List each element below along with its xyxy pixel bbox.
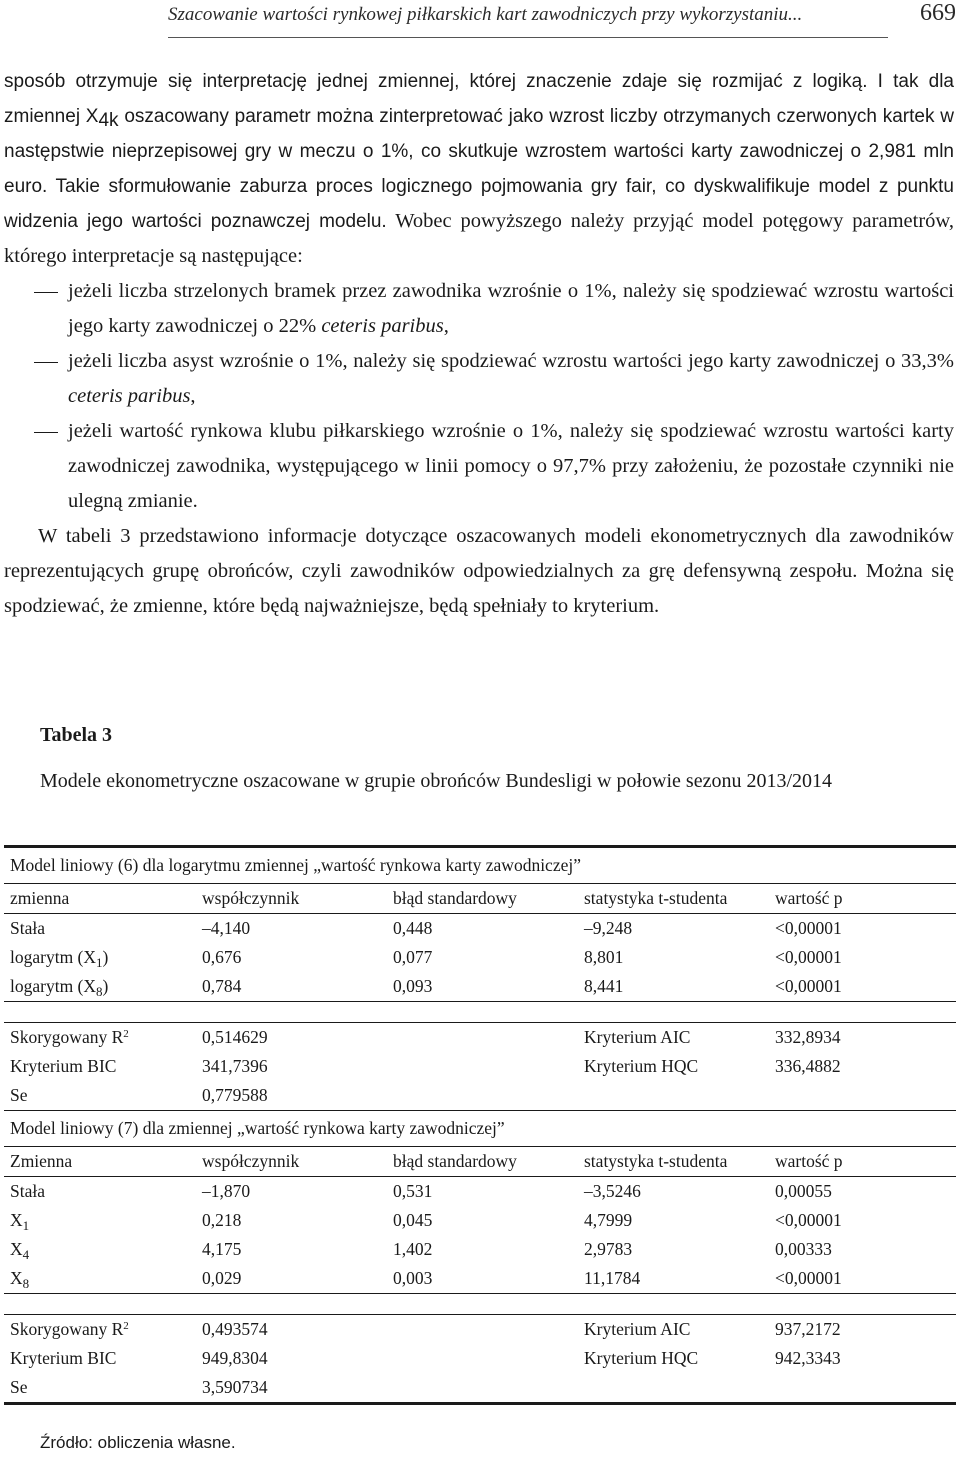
t-stat-cell: 8,441 bbox=[584, 976, 624, 996]
t-stat-cell: 2,9783 bbox=[584, 1239, 633, 1259]
coefficient-cell: 4,175 bbox=[202, 1239, 242, 1259]
std-error-cell: 0,531 bbox=[393, 1181, 433, 1201]
coefficient-cell: 0,676 bbox=[202, 947, 242, 967]
variable-name: Stała bbox=[10, 918, 45, 938]
t-stat-cell: –3,5246 bbox=[584, 1181, 641, 1201]
variable-cell bbox=[4, 1239, 202, 1260]
bullet-italic: ceteris paribus bbox=[321, 315, 444, 337]
stat-label bbox=[4, 1027, 202, 1048]
table-row bbox=[4, 972, 956, 1001]
std-error-cell: 0,003 bbox=[393, 1268, 433, 1288]
bullet-list bbox=[4, 274, 954, 519]
bullet-text: jeżeli liczba strzelonych bramek przez zawodnika wzrośnie o 1%, należy się spodziewać wzrostu wartości jego karty zawodniczej o 22% bbox=[68, 280, 954, 337]
paragraph-2: W tabeli 3 przedstawiono informacje dotyczące oszacowanych modeli ekonometrycznych dla zawodników reprezentujących grupę obrońców, czyli zawodników odpowiedzialnych za grę defensywną zespołu. Można się spodziewać, że zmienne, które będą najważniejsze, będą spełniały to kryterium. bbox=[4, 525, 954, 617]
stat-label-superscript: 2 bbox=[123, 1028, 129, 1040]
t-stat-cell: 8,801 bbox=[584, 947, 624, 967]
std-error-cell: 0,093 bbox=[393, 976, 433, 996]
table-header-row bbox=[4, 1147, 956, 1176]
stat-value: 341,7396 bbox=[202, 1056, 268, 1076]
variable-subscript: 8 bbox=[22, 1276, 30, 1291]
stat-value: 336,4882 bbox=[775, 1056, 841, 1076]
bullet-text: jeżeli liczba asyst wzrośnie o 1%, należy się spodziewać wzrostu wartości jego karty zawodniczej o 33,3% bbox=[68, 350, 954, 372]
table-gap bbox=[4, 1002, 956, 1022]
p-value-cell: <0,00001 bbox=[775, 1210, 842, 1230]
variable-name: logarytm (X bbox=[10, 976, 97, 996]
table-row bbox=[4, 1177, 956, 1206]
stat-label-superscript: 2 bbox=[123, 1320, 129, 1332]
std-error-cell: 0,045 bbox=[393, 1210, 433, 1230]
variable-close: ) bbox=[102, 947, 109, 967]
p-value-cell: <0,00001 bbox=[775, 947, 842, 967]
variable-subscript: 1 bbox=[22, 1218, 30, 1233]
stat-label-text: Se bbox=[10, 1377, 28, 1397]
column-header: błąd standardowy bbox=[393, 1151, 517, 1171]
t-stat-cell: –9,248 bbox=[584, 918, 633, 938]
paragraph-1 bbox=[4, 64, 954, 274]
variable-name: X bbox=[10, 1268, 23, 1288]
stat-label bbox=[4, 1348, 202, 1369]
table-row bbox=[4, 1206, 956, 1235]
page-header bbox=[0, 0, 960, 40]
stat-label-text: Kryterium BIC bbox=[10, 1056, 117, 1076]
bullet-item bbox=[4, 274, 954, 344]
stats-row bbox=[4, 1081, 956, 1110]
results-table bbox=[4, 845, 956, 1405]
stat-value: 942,3343 bbox=[775, 1348, 841, 1368]
stat-label bbox=[4, 1377, 202, 1398]
variable-close: ) bbox=[102, 976, 109, 996]
stat-value: 949,8304 bbox=[202, 1348, 268, 1368]
stats-row bbox=[4, 1052, 956, 1081]
bullet-item bbox=[4, 344, 954, 414]
bullet-italic: ceteris paribus bbox=[68, 385, 191, 407]
table-row bbox=[4, 1235, 956, 1264]
stat-label-text: Se bbox=[10, 1085, 28, 1105]
column-header: statystyka t-studenta bbox=[584, 888, 728, 908]
std-error-cell: 1,402 bbox=[393, 1239, 433, 1259]
stat-label bbox=[4, 1056, 202, 1077]
stats-row bbox=[4, 1023, 956, 1052]
stat-label: Kryterium HQC bbox=[584, 1056, 699, 1076]
variable-cell bbox=[4, 918, 202, 939]
coefficient-cell: 0,218 bbox=[202, 1210, 242, 1230]
p-value-cell: <0,00001 bbox=[775, 918, 842, 938]
stat-value: 937,2172 bbox=[775, 1319, 841, 1339]
table-title: Modele ekonometryczne oszacowane w grupie obrońców Bundesligi w połowie sezonu 2013/2014 bbox=[40, 770, 833, 792]
variable-cell bbox=[4, 976, 202, 997]
body-text bbox=[4, 64, 954, 624]
bullet-end: , bbox=[190, 385, 196, 407]
stat-label: Kryterium AIC bbox=[584, 1319, 691, 1339]
bullet-text: jeżeli wartość rynkowa klubu piłkarskiego wzrośnie o 1%, należy się spodziewać wzrostu wartości karty zawodniczej zawodnika, występującego w linii pomocy o 97,7% przy założeniu, że pozostałe czynniki nie ulegną zmianie. bbox=[68, 420, 954, 512]
variable-cell bbox=[4, 1181, 202, 1202]
column-header: Zmienna bbox=[10, 1151, 73, 1171]
stat-label-text: Skorygowany R bbox=[10, 1027, 124, 1047]
table-rule bbox=[4, 1402, 956, 1405]
table-header-row bbox=[4, 884, 956, 913]
bullet-item bbox=[4, 414, 954, 519]
source-note: Źródło: obliczenia własne. bbox=[40, 1433, 236, 1452]
stat-label bbox=[4, 1319, 202, 1340]
variable-name: logarytm (X bbox=[10, 947, 97, 967]
column-header: błąd standardowy bbox=[393, 888, 517, 908]
model-title: Model liniowy (7) dla zmiennej „wartość rynkowa karty zawodniczej” bbox=[10, 1118, 505, 1138]
coefficient-cell: 0,029 bbox=[202, 1268, 242, 1288]
stat-value: 0,779588 bbox=[202, 1085, 268, 1105]
variable-cell bbox=[4, 1268, 202, 1289]
stat-value: 3,590734 bbox=[202, 1377, 268, 1397]
variable-name: X bbox=[10, 1210, 23, 1230]
t-stat-cell: 4,7999 bbox=[584, 1210, 633, 1230]
column-header: wartość p bbox=[775, 1151, 843, 1171]
stats-row bbox=[4, 1344, 956, 1373]
paragraph-1-part-b: oszacowany parametr można zinterpretować jako wzrost liczby otrzymanych czerwonych kartek w następstwie nieprzepisowej gry w meczu o 1%, co skutkuje wzrostem wartości karty zawodniczej o 2,981 mln euro. Takie sformułowanie zaburza proces logicznego pojmowania gry fair, co dyskwalifikuje model z punktu widzenia jego wartości poznawczej modelu. bbox=[4, 106, 954, 232]
stats-row bbox=[4, 1373, 956, 1402]
bullet-end: , bbox=[443, 315, 449, 337]
coefficient-cell: 0,784 bbox=[202, 976, 242, 996]
variable-subscript: 4 bbox=[22, 1247, 30, 1262]
std-error-cell: 0,077 bbox=[393, 947, 433, 967]
variable-subscript: 1 bbox=[96, 955, 103, 970]
table-label: Tabela 3 bbox=[40, 724, 113, 746]
column-header: zmienna bbox=[10, 888, 70, 908]
stat-value: 0,493574 bbox=[202, 1319, 268, 1339]
p-value-cell: 0,00055 bbox=[775, 1181, 832, 1201]
variable-cell bbox=[4, 947, 202, 968]
column-header: statystyka t-studenta bbox=[584, 1151, 728, 1171]
column-header: współczynnik bbox=[202, 888, 300, 908]
stat-value: 332,8934 bbox=[775, 1027, 841, 1047]
column-header: wartość p bbox=[775, 888, 843, 908]
stats-row bbox=[4, 1315, 956, 1344]
running-title: Szacowanie wartości rynkowej piłkarskich kart zawodniczych przy wykorzystaniu... bbox=[168, 4, 803, 25]
variable-subscript: 8 bbox=[96, 984, 103, 999]
t-stat-cell: 11,1784 bbox=[584, 1268, 641, 1288]
stat-label bbox=[4, 1085, 202, 1106]
table-gap bbox=[4, 1294, 956, 1314]
table-row bbox=[4, 943, 956, 972]
coefficient-cell: –1,870 bbox=[202, 1181, 251, 1201]
stat-label: Kryterium AIC bbox=[584, 1027, 691, 1047]
variable-name: Stała bbox=[10, 1181, 45, 1201]
variable-cell bbox=[4, 1210, 202, 1231]
stat-label-text: Kryterium BIC bbox=[10, 1348, 117, 1368]
std-error-cell: 0,448 bbox=[393, 918, 433, 938]
model-title: Model liniowy (6) dla logarytmu zmiennej „wartość rynkowa karty zawodniczej” bbox=[10, 855, 581, 875]
stat-label-text: Skorygowany R bbox=[10, 1319, 124, 1339]
page-number: 669 bbox=[920, 0, 956, 26]
p-value-cell: <0,00001 bbox=[775, 976, 842, 996]
column-header: współczynnik bbox=[202, 1151, 300, 1171]
coefficient-cell: –4,140 bbox=[202, 918, 251, 938]
paragraph-1-subscript: 4k bbox=[98, 110, 119, 131]
p-value-cell: <0,00001 bbox=[775, 1268, 842, 1288]
variable-name: X bbox=[10, 1239, 23, 1259]
paragraph-1-part-a: sposób otrzymuje się interpretację jednej zmiennej, której znaczenie zdaje się rozmijać z logiką. I tak dla zmiennej X bbox=[4, 71, 954, 127]
table-row bbox=[4, 914, 956, 943]
stat-label: Kryterium HQC bbox=[584, 1348, 699, 1368]
paragraph-1-part-c: Wobec powyższego należy przyjąć model potęgowy parametrów, którego interpretacje są następujące: bbox=[4, 210, 954, 267]
header-rule bbox=[168, 37, 888, 38]
p-value-cell: 0,00333 bbox=[775, 1239, 832, 1259]
stat-value: 0,514629 bbox=[202, 1027, 268, 1047]
table-row bbox=[4, 1264, 956, 1293]
